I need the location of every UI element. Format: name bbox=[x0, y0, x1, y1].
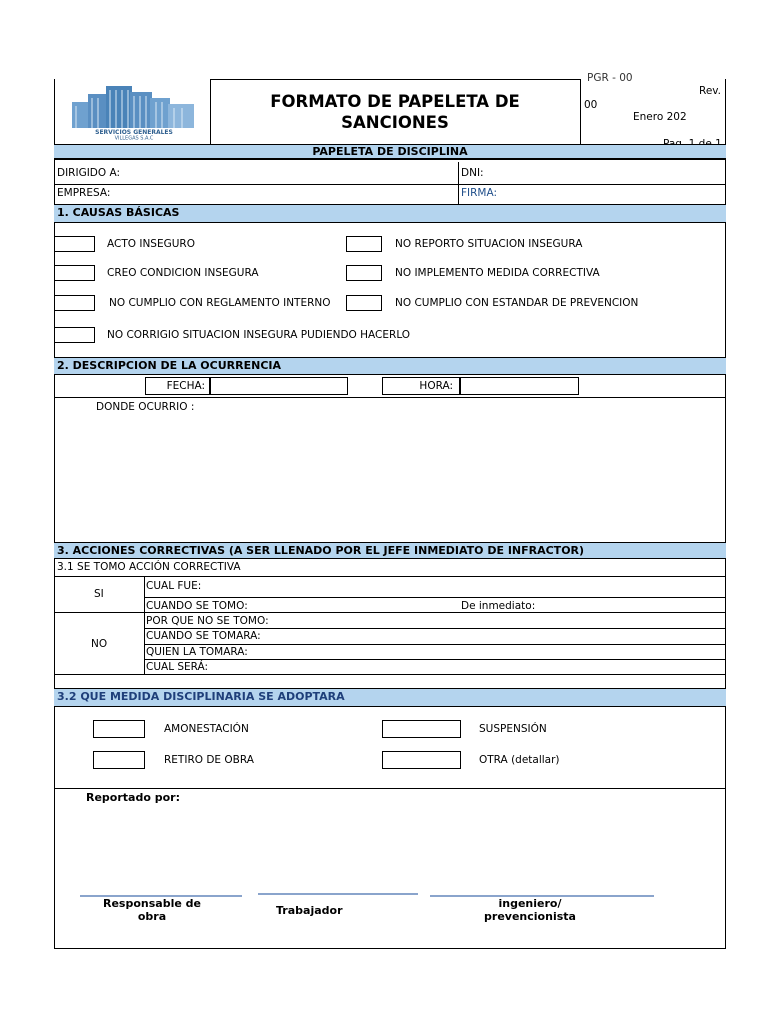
otra-label: OTRA (detallar) bbox=[479, 754, 560, 766]
reportado-por-label: Reportado por: bbox=[86, 791, 180, 804]
cual-fue-label: CUAL FUE: bbox=[146, 580, 202, 592]
cause-creo-condicion: CREO CONDICION INSEGURA bbox=[107, 267, 259, 279]
acciones-line-7 bbox=[54, 674, 726, 675]
section-acciones bbox=[54, 542, 726, 559]
checkbox-no-reporto[interactable] bbox=[346, 236, 382, 252]
rev-label: Rev. bbox=[699, 85, 722, 97]
donde-ocurrio-area[interactable] bbox=[55, 416, 725, 540]
building-logo-icon bbox=[66, 82, 202, 140]
si-label: SI bbox=[94, 588, 104, 600]
acciones-line-2 bbox=[144, 597, 726, 598]
hora-label: HORA: bbox=[419, 380, 453, 392]
company-logo bbox=[66, 82, 202, 140]
section-acciones-title: 3. ACCIONES CORRECTIVAS (A SER LLENADO POR EL JEFE INMEDIATO DE INFRACTOR) bbox=[57, 544, 585, 557]
doc-date: Enero 202 bbox=[633, 111, 687, 123]
trabajador-label: Trabajador bbox=[276, 904, 343, 917]
responsable-label bbox=[84, 897, 220, 923]
svg-text:SERVICIOS GENERALES: SERVICIOS GENERALES bbox=[95, 129, 173, 136]
checkbox-creo-condicion[interactable] bbox=[54, 265, 95, 281]
section-descripcion bbox=[54, 357, 726, 375]
cause-no-implemento: NO IMPLEMENTO MEDIDA CORRECTIVA bbox=[395, 267, 600, 279]
quien-tomara-label: QUIEN LA TOMARA: bbox=[146, 646, 248, 658]
form-title-line1: FORMATO DE PAPELETA DE bbox=[270, 92, 520, 111]
cause-no-corrigio: NO CORRIGIO SITUACION INSEGURA PUDIENDO HACERLO bbox=[107, 329, 411, 341]
acciones-line-4 bbox=[144, 628, 726, 629]
retiro-obra-label: RETIRO DE OBRA bbox=[164, 754, 254, 766]
ingeniero-label bbox=[470, 897, 590, 923]
info-col-divider bbox=[458, 162, 459, 204]
checkbox-acto-inseguro[interactable] bbox=[54, 236, 95, 252]
de-inmediato-label: De inmediato: bbox=[461, 600, 536, 612]
section-medida-title: 3.2 QUE MEDIDA DISCIPLINARIA SE ADOPTARA bbox=[57, 690, 345, 703]
cuando-se-tomo-label: CUANDO SE TOMO: bbox=[146, 600, 248, 612]
amonestacion-label: AMONESTACIÓN bbox=[164, 723, 249, 735]
section-descripcion-title: 2. DESCRIPCION DE LA OCURRENCIA bbox=[57, 359, 282, 372]
header-divider-left bbox=[210, 79, 211, 144]
hora-input[interactable] bbox=[460, 377, 579, 395]
discipline-banner bbox=[54, 144, 726, 160]
fecha-input[interactable] bbox=[210, 377, 348, 395]
doc-code: PGR - 00 bbox=[587, 72, 633, 84]
fecha-label-cell bbox=[145, 377, 210, 395]
cual-sera-label: CUAL SERÁ: bbox=[146, 661, 209, 673]
ingeniero-label-line1: ingeniero/ bbox=[498, 897, 562, 910]
checkbox-otra[interactable] bbox=[382, 751, 461, 769]
checkbox-no-cumplio-reglamento[interactable] bbox=[54, 295, 95, 311]
suspension-label: SUSPENSIÓN bbox=[479, 723, 547, 735]
header-top-line bbox=[210, 79, 580, 80]
cause-no-reporto: NO REPORTO SITUACION INSEGURA bbox=[395, 238, 583, 250]
acciones-line-3 bbox=[54, 612, 726, 613]
signature-line-trabajador bbox=[258, 893, 418, 895]
responsable-label-line1: Responsable de bbox=[103, 897, 201, 910]
acciones-line-5 bbox=[144, 644, 726, 645]
responsable-label-line2: obra bbox=[137, 910, 167, 923]
discipline-banner-label: PAPELETA DE DISCIPLINA bbox=[312, 145, 468, 158]
acciones-line-1 bbox=[54, 576, 726, 577]
firmas-divider bbox=[54, 788, 726, 789]
checkbox-retiro-obra[interactable] bbox=[93, 751, 145, 769]
cause-no-cumplio-estandar: NO CUMPLIO CON ESTANDAR DE PREVENCION bbox=[395, 297, 639, 309]
dni-label: DNI: bbox=[461, 167, 484, 179]
form-title-line2: SANCIONES bbox=[341, 113, 449, 132]
checkbox-amonestacion[interactable] bbox=[93, 720, 145, 738]
por-que-label: POR QUE NO SE TOMO: bbox=[146, 615, 269, 627]
hora-label-cell bbox=[382, 377, 460, 395]
ingeniero-label-line2: prevencionista bbox=[484, 910, 576, 923]
acciones-col-divider bbox=[144, 576, 145, 674]
empresa-label: EMPRESA: bbox=[57, 187, 111, 199]
checkbox-no-implemento[interactable] bbox=[346, 265, 382, 281]
acciones-subtitle: 3.1 SE TOMO ACCIÓN CORRECTIVA bbox=[57, 561, 241, 573]
no-label: NO bbox=[91, 638, 108, 650]
cause-no-cumplio-reglamento: NO CUMPLIO CON REGLAMENTO INTERNO bbox=[109, 297, 331, 309]
fecha-label: FECHA: bbox=[166, 380, 205, 392]
section-causas bbox=[54, 204, 726, 223]
dirigido-label: DIRIGIDO A: bbox=[57, 167, 121, 179]
checkbox-suspension[interactable] bbox=[382, 720, 461, 738]
form-title bbox=[212, 91, 578, 133]
cause-acto-inseguro: ACTO INSEGURO bbox=[107, 238, 195, 250]
header-meta bbox=[581, 72, 726, 144]
cuando-tomara-label: CUANDO SE TOMARA: bbox=[146, 630, 261, 642]
checkbox-no-cumplio-estandar[interactable] bbox=[346, 295, 382, 311]
donde-ocurrio-label: DONDE OCURRIO : bbox=[96, 401, 195, 413]
svg-text:VILLEGAS S.A.C: VILLEGAS S.A.C bbox=[114, 135, 154, 142]
checkbox-no-corrigio[interactable] bbox=[54, 327, 95, 343]
section-causas-title: 1. CAUSAS BÁSICAS bbox=[57, 206, 180, 219]
info-row-divider bbox=[54, 184, 726, 185]
acciones-line-6 bbox=[144, 659, 726, 660]
firma-label: FIRMA: bbox=[461, 187, 498, 199]
rev-value: 00 bbox=[584, 99, 598, 111]
descripcion-divider bbox=[54, 397, 726, 398]
section-medida bbox=[54, 688, 726, 707]
